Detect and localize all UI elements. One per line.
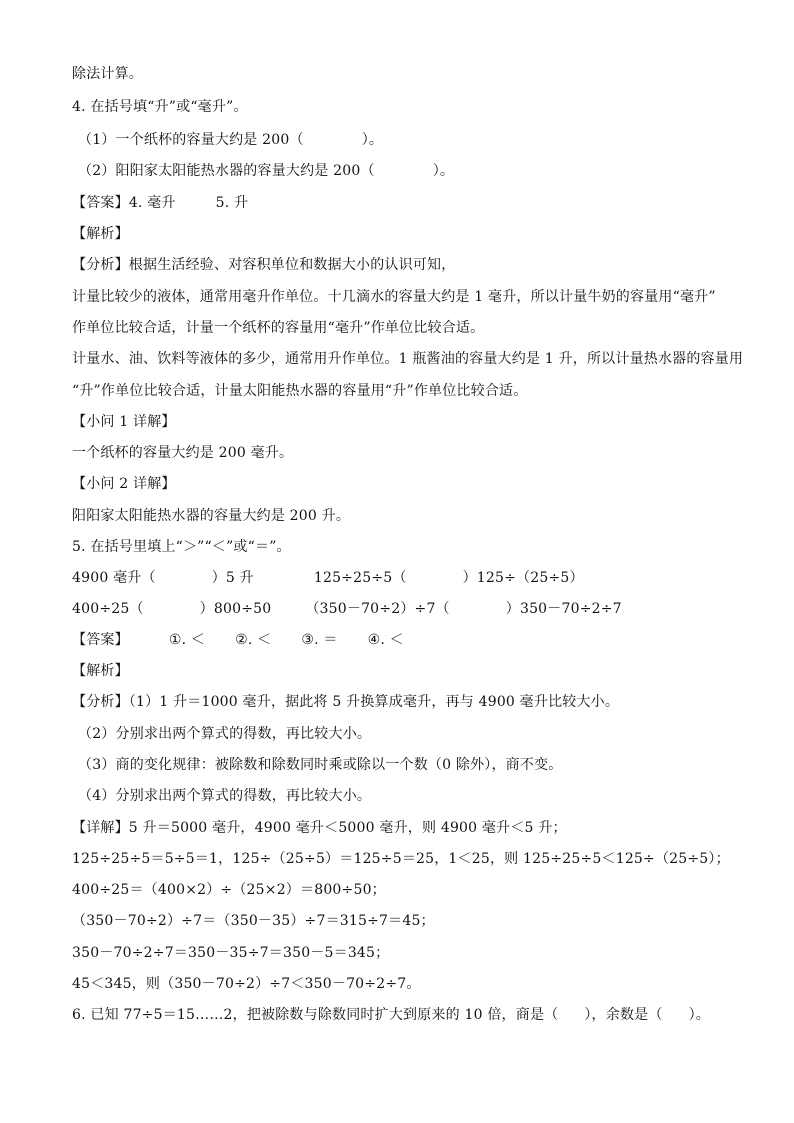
question-text: 6. 已知 77÷5＝15……2，把被除数与除数同时扩大到原来的 10 倍，商是（	[72, 1007, 559, 1023]
detail-text: 一个纸杯的容量大约是 200 毫升。	[72, 445, 294, 461]
question-6	[72, 1005, 710, 1025]
answer-tag: 【答案】	[72, 632, 129, 648]
answer-value: ②. ＜	[235, 632, 272, 648]
question-5-row-2	[72, 599, 622, 619]
answer-value: 5. 升	[215, 195, 249, 211]
question-text: ）350－70÷2÷7	[505, 601, 622, 617]
question-4-item-1	[78, 130, 383, 150]
question-text: （350－70÷2）÷7（	[305, 601, 450, 617]
answer-line	[72, 193, 248, 213]
answer-value: ④. ＜	[367, 632, 404, 648]
answer-tag: 【答案】	[72, 195, 129, 211]
question-text: ）。	[688, 1007, 710, 1023]
detail-text: 125÷25÷5＝5÷5＝1，125÷（25÷5）＝125÷5＝25，1＜25，则 125÷25÷5＜125÷（25÷5）；	[72, 851, 730, 867]
answer-value: 4. 毫升	[128, 195, 176, 211]
analysis-text: 计量水、油、饮料等液体的多少，通常用升作单位。1 瓶酱油的容量大约是 1 升，所以计量热水器的容量用	[72, 351, 744, 367]
detail-text: 【详解】5 升＝5000 毫升，4900 毫升＜5000 毫升，则 4900 毫升＜5 升；	[72, 820, 567, 836]
analysis-text: （3）商的变化规律：被除数和除数同时乘或除以一个数（0 除外），商不变。	[78, 757, 563, 773]
analysis-text: 计量比较少的液体，通常用毫升作单位。十几滴水的容量大约是 1 毫升，所以计量牛奶的容量用“毫升”	[72, 289, 716, 305]
answer-value: ①. ＜	[168, 632, 206, 648]
subquestion-heading: 【小问 1 详解】	[72, 414, 176, 430]
question-5-row-1	[72, 568, 584, 588]
subquestion-heading: 【小问 2 详解】	[72, 476, 176, 492]
analysis-text: 【分析】根据生活经验、对容积单位和数据大小的认识可知，	[72, 257, 456, 273]
question-5-title: 5. 在括号里填上“＞”“＜”或“＝”。	[72, 539, 291, 555]
question-4-title: 4. 在括号填“升”或“毫升”。	[72, 99, 248, 115]
analysis-heading: 【解析】	[72, 226, 129, 242]
analysis-text: 【分析】（1）1 升＝1000 毫升，据此将 5 升换算成毫升，再与 4900 毫升比较大小。	[72, 694, 620, 710]
answer-value: ③. ＝	[301, 632, 338, 648]
detail-text: 400÷25＝（400×2）÷（25×2）＝800÷50；	[72, 882, 386, 898]
question-4-item-2	[78, 161, 454, 181]
analysis-text: （4）分别求出两个算式的得数，再比较大小。	[78, 788, 372, 804]
question-text: （2）阳阳家太阳能热水器的容量大约是 200（	[78, 163, 375, 179]
question-text: ）。	[361, 132, 384, 148]
text-line: 除法计算。	[72, 66, 143, 82]
question-text: 125÷25÷5（	[313, 570, 407, 586]
detail-text: 阳阳家太阳能热水器的容量大约是 200 升。	[72, 508, 351, 524]
question-text: ）800÷50	[199, 601, 272, 617]
question-text: ）5 升	[211, 570, 254, 586]
question-text: 4900 毫升（	[72, 570, 156, 586]
question-text: ）。	[432, 163, 455, 179]
analysis-text: “升”作单位比较合适，计量太阳能热水器的容量用“升”作单位比较合适。	[72, 383, 528, 399]
answer-line	[72, 630, 434, 650]
question-text: （1）一个纸杯的容量大约是 200（	[78, 132, 304, 148]
analysis-text: （2）分别求出两个算式的得数，再比较大小。	[78, 726, 372, 742]
detail-text: 350－70÷2÷7＝350－35÷7＝350－5＝345；	[72, 945, 390, 961]
question-text: ）125÷（25÷5）	[462, 570, 584, 586]
question-text: 400÷25（	[72, 601, 144, 617]
analysis-text: 作单位比较合适，计量一个纸杯的容量用“毫升”作单位比较合适。	[72, 320, 485, 336]
detail-text: 45＜345，则（350－70÷2）÷7＜350－70÷2÷7。	[72, 976, 421, 992]
question-text: ），余数是（	[584, 1007, 663, 1023]
analysis-heading: 【解析】	[72, 663, 129, 679]
detail-text: （350－70÷2）÷7＝（350－35）÷7＝315÷7＝45；	[72, 913, 435, 929]
